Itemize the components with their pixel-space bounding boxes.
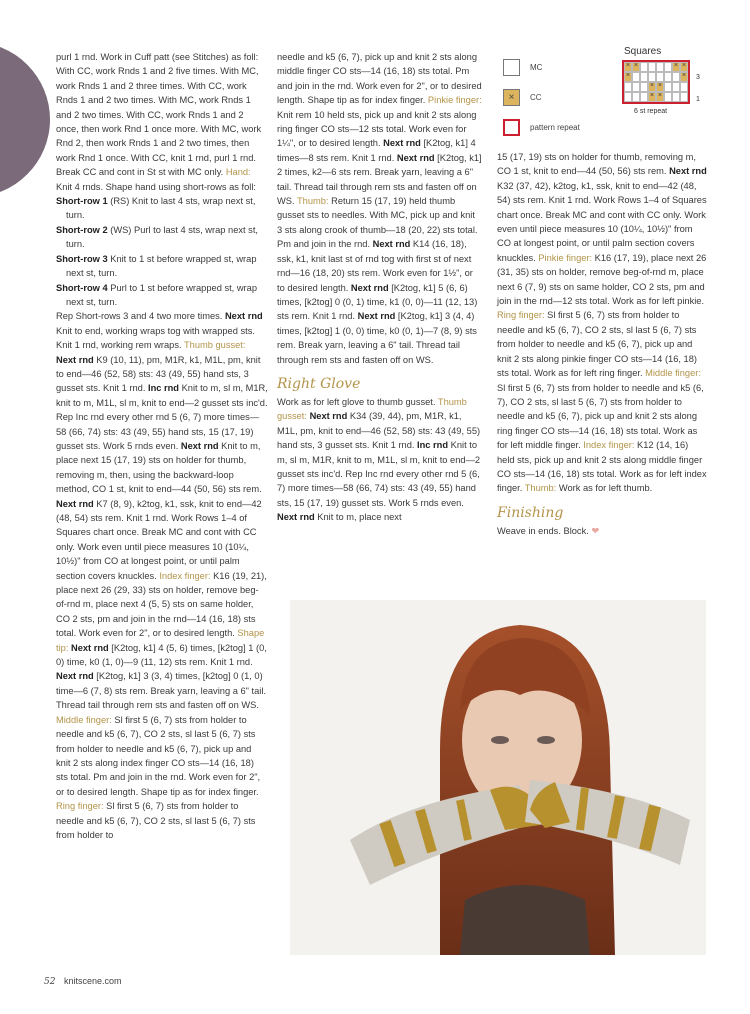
chart-cell (648, 62, 656, 72)
text-column-3 (497, 150, 707, 538)
section-heading: Finishing (497, 504, 564, 521)
chart-cell (672, 92, 680, 102)
chart-grid (622, 60, 690, 104)
chart-cell (680, 92, 688, 102)
chart-legend (503, 52, 580, 142)
chart-cell (632, 82, 640, 92)
chart-cell: × (672, 62, 680, 72)
chart-cell: × (648, 82, 656, 92)
legend-cc (503, 82, 580, 112)
legend-repeat-label: pattern repeat (530, 122, 580, 132)
repeat-swatch (503, 119, 520, 136)
legend-cc-label: CC (530, 92, 542, 102)
chart-cell (664, 82, 672, 92)
chart-cell (664, 92, 672, 102)
page-footer (44, 976, 122, 987)
model-photo (290, 600, 706, 955)
repeat-label: 6 st repeat (634, 108, 668, 115)
chart-cell: × (656, 82, 664, 92)
chart-cell: × (624, 62, 632, 72)
chart-cell (648, 72, 656, 82)
chart-cell (664, 62, 672, 72)
chart-title: Squares (624, 46, 662, 57)
squares-chart (622, 46, 700, 115)
short-row-instruction: Short-row 1 (RS) Knit to last 4 sts, wrap next st, turn. (56, 196, 256, 221)
chart-cell: × (624, 72, 632, 82)
instruction-paragraph: 15 (17, 19) sts on holder for thumb, removing m, CO 1 st, knit to end—44 (50, 56) sts rem. Next rnd K32 (37, 42), k2tog, k1, ssk, knit to end—42 (48, 54) sts rem. Knit 1 rnd. Work Rows 1–4 of Squares chart once. Break MC and cont with CC only. Work even until piece measures 10 (10¼, 10½)" from CO at longest point, or until palm section covers knuckles. Pinkie finger: K16 (17, 19), place next 26 (31, 35) sts on holder, remove beg-of-rnd m, place next 6 (7, 9) sts on same holder, CO 2 sts, pm and join in the rnd—12 sts total. Work as for left pinkie. Ring finger: Sl first 5 (6, 7) sts from holder to needle and k5 (6, 7), CO 2 sts, sl last 5 (6, 7) sts from holder to needle and k5 (6, 7), pick up and knit 2 sts along pinkie finger CO sts—14 (16, 18) sts total. Work as for left ring finger. Middle finger: Sl first 5 (6, 7) sts from holder to needle and k5 (6, 7), CO 2 sts, sl last 5 (6, 7) sts from holder to needle and k5 (6, 7), pick up and knit 2 sts along ring finger CO sts—14 (16, 18) sts total. Work as for left middle finger. Index finger: K12 (14, 16) held sts, pick up and knit 2 sts along middle finger CO sts—14 (16, 18) sts total. Work as for left index finger. Thumb: Work as for left thumb. (497, 152, 707, 494)
instruction-paragraph: Rep Short-rows 3 and 4 two more times. Next rnd Knit to end, working wraps tog with wrapped sts. Knit 1 rnd, working rem wraps. Thumb gusset: Next rnd K9 (10, 11), pm, M1R, k1, M1L, pm, knit to end—46 (52, 58) sts: 43 (49, 55) hand sts, 3 gusset sts. Knit 1 rnd. Inc rnd Knit to m, sl m, M1R, knit to m, M1L, sl m, knit to end—2 gusset sts inc'd. Rep Inc rnd every other rnd 5 (6, 7) more times—58 (66, 74) sts: 43 (49, 55) hand sts, 15 (17, 19) gusset sts. Work 5 rnds even. Next rnd Knit to m, place next 15 (17, 19) sts on holder for thumb, removing m, then, using the backward-loop method, CO 1 st, knit to end—44 (50, 56) sts rem. Next rnd K7 (8, 9), k2tog, k1, ssk, knit to end—42 (48, 54) sts rem. Knit 1 rnd. Work Rows 1–4 of Squares chart once. Break MC and cont with CC only. Work even until piece measures 10 (10¼, 10½)" from CO at longest point, or until palm section covers knuckles. Index finger: K16 (19, 21), place next 26 (29, 33) sts on holder, remove beg-of-rnd m, place next 4 (5, 5) sts on same holder, CO 2 sts, pm and join in the rnd—14 (16, 18) sts total. Work even for 2", or to desired length. Shape tip: Next rnd [K2tog, k1] 4 (5, 6) times, [k2tog] 1 (0, 0) time, k0 (1, 0)—9 (11, 12) sts rem. Knit 1 rnd. Next rnd [K2tog, k1] 3 (3, 4) times, [k2tog] 0 (1, 0) time—6 (7, 8) sts rem. Break yarn, leaving a 6" tail. Thread tail through rem sts and fasten off on WS. Middle finger: Sl first 5 (6, 7) sts from holder to needle and k5 (6, 7), CO 2 sts, sl last 5 (6, 7) sts from holder to needle and k5 (6, 7), pick up and knit 2 sts along index finger CO sts—14 (16, 18) sts total. Pm and join in the rnd. Work even for 2", or to desired length. Shape tip as for index finger. Ring finger: Sl first 5 (6, 7) sts from holder to needle and k5 (6, 7), CO 2 sts, sl last 5 (6, 7) sts from holder to (56, 311, 268, 840)
chart-cell: × (680, 62, 688, 72)
text-column-2 (277, 50, 482, 525)
chart-cell (672, 82, 680, 92)
chart-cell: × (656, 92, 664, 102)
chart-cell: × (632, 62, 640, 72)
model-wearing-gloves-image (290, 600, 706, 955)
short-row-instruction: Short-row 2 (WS) Purl to last 4 sts, wrap next st, turn. (56, 224, 258, 250)
chart-cell (632, 92, 640, 102)
instruction-paragraph: needle and k5 (6, 7), pick up and knit 2 sts along middle finger CO sts—14 (16, 18) sts total. Pm and join in the rnd. Work even for 2", or to desired length. Shape tip as for index finger. Pinkie finger: Knit rem 10 held sts, pick up and knit 2 sts along ring finger CO sts—12 sts total. Work even for 1¼", or to desired length. Next rnd [K2tog, k1] 4 times—8 sts rem. Knit 1 rnd. Next rnd [K2tog, k1] 2 times, k2—6 sts rem. Break yarn, leaving a 6" tail. Thread tail through rem sts and fasten off on WS. Thumb: Return 15 (17, 19) held thumb gusset sts to needles. With MC, pick up and knit 3 sts along crook of thumb—18 (20, 22) sts total. Pm and join in the rnd. Next rnd K14 (16, 18), ssk, k1, knit last st of rnd tog with first st of next rnd—16 (18, 20) sts rem. Work even for 1½", or to desired length. Next rnd [K2tog, k1] 5 (6, 6) times, [k2tog] 0 (0, 1) time, k1 (0, 0)—11 (12, 13) sts rem. Knit 1 rnd. Next rnd [K2tog, k1] 3 (4, 4) times, [k2tog] 1 (0, 0) time, k0 (0, 1)—7 (8, 9) sts rem. Break yarn, leaving a 6" tail. Thread tail through rem sts and fasten off on WS. (277, 52, 482, 365)
legend-repeat (503, 112, 580, 142)
short-row-instruction: Short-row 4 Purl to 1 st before wrapped st, wrap next st, turn. (56, 282, 257, 307)
instruction-paragraph: Work as for left glove to thumb gusset. Thumb gusset: Next rnd K34 (39, 44), pm, M1R, k1, M1L, pm, knit to end—46 (52, 58) sts: 43 (49, 55) hand sts, 3 gusset sts. Knit 1 rnd. Inc rnd Knit to m, sl m, M1R, knit to m, M1L, sl m, knit to end—2 gusset sts inc'd. Rep Inc rnd every other rnd 5 (6, 7) more times—58 (66, 74) sts: 43 (49, 55) hand sts, 15 (17, 19) gusset sts. Work 5 rnds even. Next rnd Knit to m, place next (277, 396, 481, 523)
chart-cell (664, 72, 672, 82)
section-heading: Right Glove (277, 375, 361, 392)
chart-cell (632, 72, 640, 82)
chart-cell (640, 82, 648, 92)
text-column-1 (56, 50, 268, 842)
short-row-instruction: Short-row 3 Knit to 1 st before wrapped st, wrap next st, turn. (56, 253, 257, 279)
legend-mc (503, 52, 580, 82)
site-name: knitscene.com (63, 976, 122, 986)
chart-cell (680, 82, 688, 92)
chart-cell: × (648, 92, 656, 102)
page-number: 52 (44, 977, 56, 987)
chart-cell (624, 82, 632, 92)
designer-tab (0, 42, 50, 197)
instruction-paragraph: Weave in ends. Block. ❤ (497, 525, 600, 536)
row-label-3: 3 (696, 74, 700, 81)
row-label-1: 1 (696, 96, 700, 103)
chart-cell: × (680, 72, 688, 82)
chart-cell (640, 72, 648, 82)
chart-cell (640, 62, 648, 72)
chart-cell (656, 72, 664, 82)
instruction-paragraph: purl 1 rnd. Work in Cuff patt (see Stitches) as foll: With CC, work Rnds 1 and 2 five times. With MC, work Rnds 1 and 2 three times. With CC, work Rnds 1 and 2 two times. With MC, work Rnds 1 and 2 two times. With CC, work Rnds 1 and 2 once, then work Rnd 1 once more. With MC, work Rnd 2, then work Rnds 1 and 2 two times, then work Rnd 1 once. With CC, knit 1 rnd, purl 1 rnd. Break CC and cont in St st with MC only. Hand: Knit 4 rnds. Shape hand using short-rows as foll: (56, 52, 262, 192)
chart-cell (640, 92, 648, 102)
mc-swatch (503, 59, 520, 76)
chart-cell (672, 72, 680, 82)
cc-swatch: × (503, 89, 520, 106)
chart-cell (656, 62, 664, 72)
legend-mc-label: MC (530, 62, 543, 72)
chart-cell (624, 92, 632, 102)
